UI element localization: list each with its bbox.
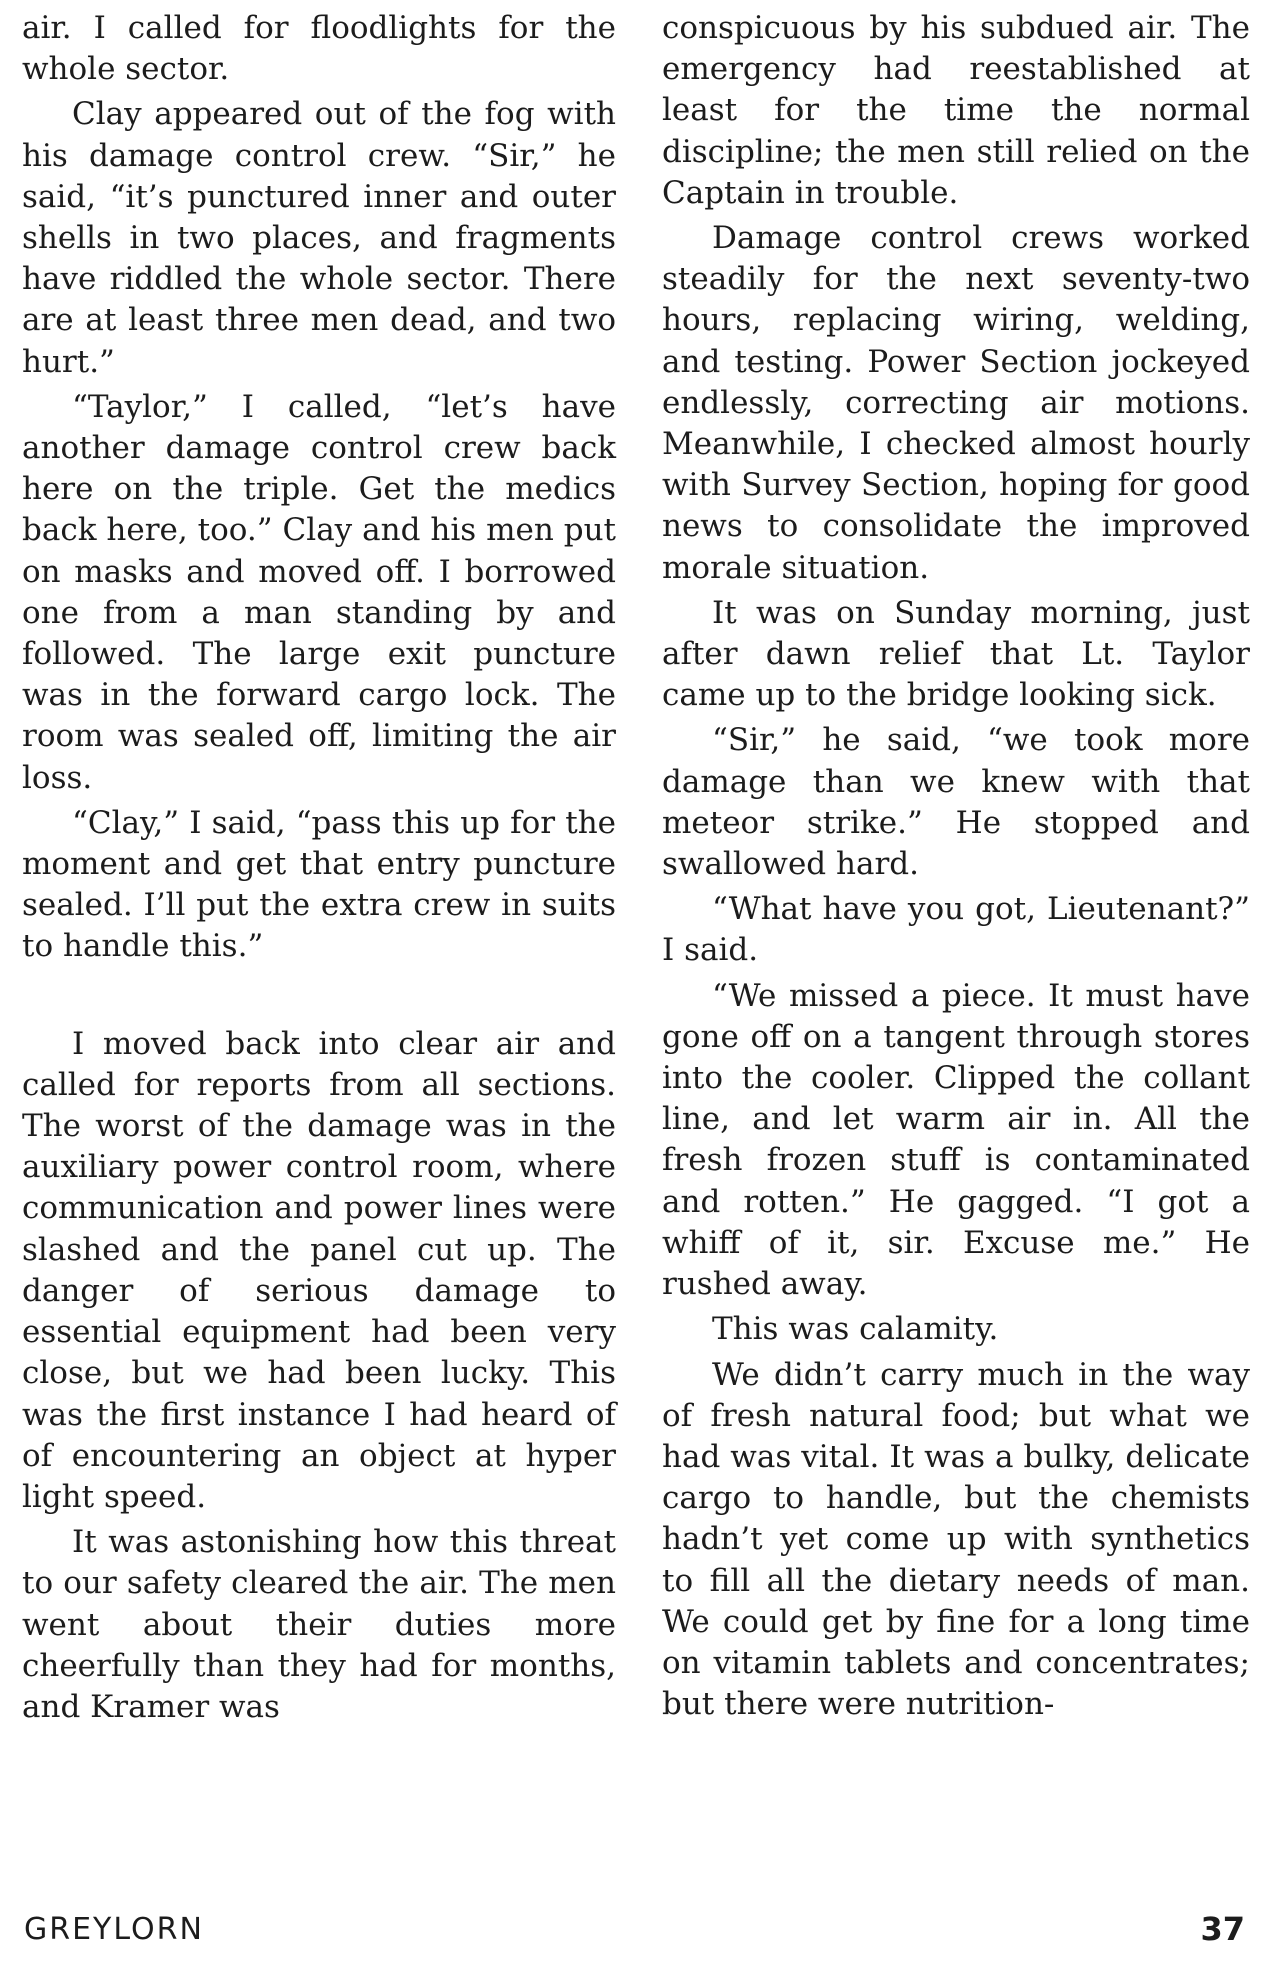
paragraph: It was astonishing how this threat to our safety cleared the air. The men went about their duties more cheerfully than they had for months, and Kramer was <box>22 1524 616 1725</box>
paragraph: “Taylor,” I called, “let’s have another damage control crew back here on the triple. Get the medics back here, too.” Clay and his men put on masks and moved off. I borrowed one from a man standing by and followed. The large exit puncture was in the forward cargo lock. The room was sealed off, limiting the air loss. <box>22 388 616 796</box>
page-number: 37 <box>1200 1910 1245 1948</box>
paragraph: “What have you got, Lieutenant?” I said. <box>662 891 1250 969</box>
paragraph: I moved back into clear air and called for reports from all sections. The worst of the damage was in the auxiliary power control room, where communication and power lines were slashed and the panel cut up. The danger of serious damage to essential equipment had been very close, but we had been lucky. This was the first instance I had heard of of encountering an object at hyper light speed. <box>22 1025 616 1515</box>
paragraph: “Clay,” I said, “pass this up for the moment and get that entry puncture sealed. I’ll put the extra crew in suits to handle this.” <box>22 804 616 965</box>
running-title: GREYLORN <box>24 1912 204 1947</box>
right-text-column <box>662 8 1250 1725</box>
paragraph: “We missed a piece. It must have gone off on a tangent through stores into the cooler. Clipped the collant line, and let warm air in. All the fresh frozen stuff is contaminated and rotten.” He gagged. “I got a whiff of it, sir. Excuse me.” He rushed away. <box>662 977 1250 1303</box>
paragraph: Damage control crews worked steadily for the next seventy-two hours, replacing wiring, welding, and testing. Power Section jockeyed endlessly, correcting air motions. Meanwhile, I checked almost hourly with Survey Section, hoping for good news to consolidate the improved morale situation. <box>662 220 1250 586</box>
paragraph: We didn’t carry much in the way of fresh natural food; but what we had was vital. It was a bulky, delicate cargo to handle, but the chemists hadn’t yet come up with synthetics to fill all the dietary needs of man. We could get by fine for a long time on vitamin tablets and concentrates; but there were nutrition- <box>662 1356 1250 1723</box>
paragraph: “Sir,” he said, “we took more damage than we knew with that meteor strike.” He stopped and swallowed hard. <box>662 722 1250 883</box>
paragraph: conspicuous by his subdued air. The emergency had reestablished at least for the time the normal discipline; the men still relied on the Captain in trouble. <box>662 10 1250 211</box>
left-text-column <box>22 8 616 1728</box>
paragraph: Clay appeared out of the fog with his damage control crew. “Sir,” he said, “it’s punctured inner and outer shells in two places, and fragments have riddled the whole sector. There are at least three men dead, and two hurt.” <box>22 96 616 380</box>
section-break <box>22 968 616 1024</box>
paragraph: This was calamity. <box>712 1311 999 1348</box>
paragraph: It was on Sunday morning, just after dawn relief that Lt. Taylor came up to the bridge looking sick. <box>662 594 1250 714</box>
paragraph: air. I called for floodlights for the whole sector. <box>22 10 616 88</box>
